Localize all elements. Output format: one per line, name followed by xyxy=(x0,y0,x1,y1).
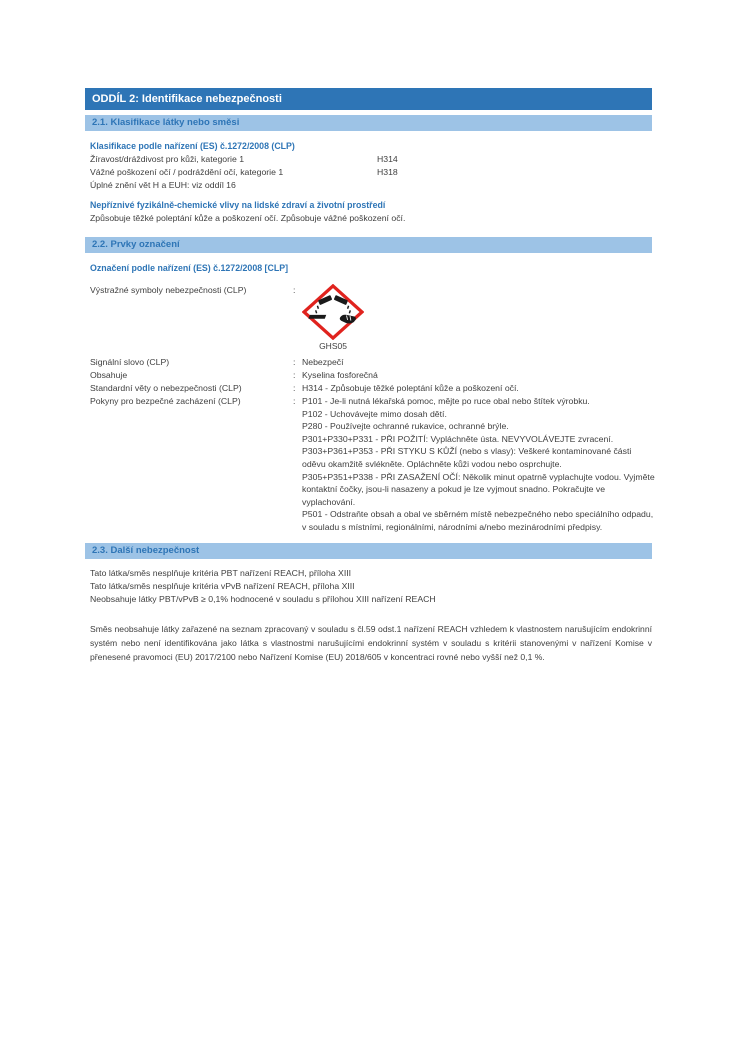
hazard-statements-row xyxy=(85,382,652,395)
pictogram-caption: GHS05 xyxy=(319,341,347,351)
physchem-heading: Nepříznivé fyzikálně-chemické vlivy na lidské zdraví a životní prostředí xyxy=(90,200,386,210)
clp-classification-heading: Klasifikace podle nařízení (ES) č.1272/2008 (CLP) xyxy=(90,141,295,151)
precautionary-line: P280 - Používejte ochranné rukavice, ochranné brýle. xyxy=(302,421,509,432)
pbt-threshold-line: Neobsahuje látky PBT/vPvB ≥ 0,1% hodnocené v souladu s přílohou XIII nařízení REACH xyxy=(90,593,436,604)
precautionary-line: P501 - Odstraňte obsah a obal ve sběrném místě nebezpečného nebo speciálního odpadu, xyxy=(302,509,654,520)
precautionary-line: oděvu okamžitě svlékněte. Opláchněte kůži vodou nebo osprchujte. xyxy=(302,458,562,469)
contains-label: Obsahuje xyxy=(90,370,128,380)
pictogram-row-label: Výstražné symboly nebezpečnosti (CLP) xyxy=(90,285,247,295)
labelling-heading: Označení podle nařízení (ES) č.1272/2008 [CLP] xyxy=(90,263,288,273)
classification-name: Vážné poškození očí / podráždění očí, kategorie 1 xyxy=(90,167,284,177)
signal-word-label: Signální slovo (CLP) xyxy=(90,357,170,367)
classification-row xyxy=(85,153,652,166)
section-2-content xyxy=(85,88,655,664)
subsection-2-2-bar: 2.2. Prvky označení xyxy=(85,237,652,253)
labelling-rows xyxy=(85,356,655,534)
full-wording-note: Úplné znění vět H a EUH: viz oddíl 16 xyxy=(90,180,236,190)
precautionary-line: P303+P361+P353 - PŘI STYKU S KŮŽÍ (nebo s vlasy): Veškeré kontaminované části xyxy=(302,446,632,457)
ghs05-pictogram-block xyxy=(302,284,364,351)
precautionary-line: v souladu s místními, regionálními, národními a/nebo mezinárodními předpisy. xyxy=(302,521,603,532)
pbt-line: Tato látka/směs nesplňuje kritéria PBT nařízení REACH, příloha XIII xyxy=(90,567,352,578)
signal-word-row xyxy=(85,356,652,369)
precautionary-line: vyplachování. xyxy=(302,496,356,507)
ghs05-corrosion-icon xyxy=(302,284,364,340)
precautionary-line: P101 - Je-li nutná lékařská pomoc, mějte po ruce obal nebo štítek výrobku. xyxy=(302,396,590,406)
physchem-text: Způsobuje těžké poleptání kůže a poškození očí. Způsobuje vážné poškození očí. xyxy=(90,213,406,223)
contains-value: Kyselina fosforečná xyxy=(302,370,378,380)
precautionary-line: P102 - Uchovávejte mimo dosah dětí. xyxy=(302,408,447,419)
endocrine-disruptor-paragraph: Směs neobsahuje látky zařazené na seznam zpracovaný v souladu s čl.59 odst.1 nařízení REACH vzhledem k vlastnostem narušujícím endokrinní systém nebo není identifikována jako látka s vlastnostmi narušujícími endokrinní systém v souladu s kritérii stanovenými v nařízení Komise v přenesené pravomoci (EU) 2017/2100 nebo Nařízení Komise (EU) 2018/605 v koncentraci rovné nebo vyšší než 0,1 %. xyxy=(90,623,652,662)
colon: : xyxy=(293,383,296,393)
colon: : xyxy=(293,285,296,295)
colon: : xyxy=(293,357,296,367)
colon: : xyxy=(293,396,296,406)
subsection-2-3-bar: 2.3. Další nebezpečnost xyxy=(85,543,652,559)
classification-row xyxy=(85,166,652,179)
pictogram-cell xyxy=(302,284,652,353)
precautionary-label: Pokyny pro bezpečné zacházení (CLP) xyxy=(90,396,241,406)
vpvb-line: Tato látka/směs nesplňuje kritéria vPvB nařízení REACH, příloha XIII xyxy=(90,580,355,591)
pictogram-row xyxy=(85,284,652,353)
hazard-statements-value: H314 - Způsobuje těžké poleptání kůže a poškození očí. xyxy=(302,383,519,393)
precautionary-lines xyxy=(302,395,655,534)
contains-row xyxy=(85,369,652,382)
precautionary-line: kontaktní čočky, jsou-li nasazeny a pokud je lze vyjmout snadno. Pokračujte ve xyxy=(302,484,606,495)
hazard-code: H314 xyxy=(377,154,398,164)
section-2-header-bar: ODDÍL 2: Identifikace nebezpečnosti xyxy=(85,88,652,110)
pbt-vpvb-block xyxy=(85,567,652,606)
classification-name: Žíravost/dráždivost pro kůži, kategorie 1 xyxy=(90,154,245,164)
hazard-code: H318 xyxy=(377,167,398,177)
subsection-2-1-bar: 2.1. Klasifikace látky nebo směsi xyxy=(85,115,652,131)
colon: : xyxy=(293,370,296,380)
precautionary-line: P301+P330+P331 - PŘI POŽITÍ: Vypláchněte ústa. NEVYVOLÁVEJTE zvracení. xyxy=(302,433,614,444)
precautionary-line: P305+P351+P338 - PŘI ZASAŽENÍ OČÍ: Několik minut opatrně vyplachujte vodou. Vyjměte xyxy=(302,471,655,482)
precautionary-statements-row xyxy=(85,395,655,534)
hazard-statements-label: Standardní věty o nebezpečnosti (CLP) xyxy=(90,383,242,393)
signal-word-value: Nebezpečí xyxy=(302,357,344,367)
